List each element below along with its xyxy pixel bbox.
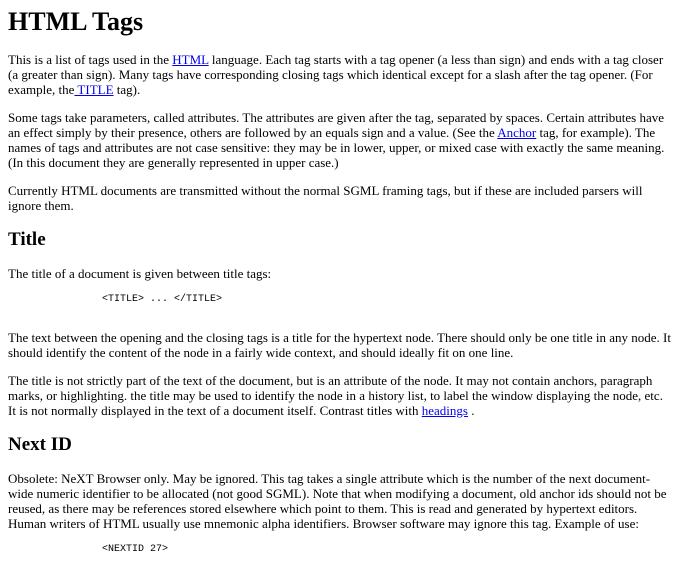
title-code-example: <TITLE> ... </TITLE> (102, 294, 223, 305)
title-section-heading: Title (8, 229, 46, 250)
document-body (0, 7, 680, 556)
title-paragraph-3 (8, 373, 672, 418)
page-title: HTML Tags (8, 7, 144, 36)
intro-p1-text: This is a list of tags used in the (8, 52, 173, 67)
intro-p2-text: Some tags take parameters, called attributes. The attributes are given after the tag, separated by spaces. Certain attributes have an effect simply by their presence, others are followed by an equals sign and a value. (See the (8, 110, 664, 140)
intro-paragraph-3: Currently HTML documents are transmitted without the normal SGML framing tags, but if these are included parsers will ignore them. (8, 183, 643, 213)
anchor-link[interactable]: Anchor (497, 125, 537, 140)
headings-link[interactable]: headings (421, 403, 468, 418)
intro-p2-text-2: tag, for example). The names of tags and attributes are not case sensitive: they may be in lower, upper, or mixed case with exactly the same meaning. (In this document they are generally represented in upper case.) (8, 125, 665, 170)
title-paragraph-1: The title of a document is given between title tags: (8, 266, 272, 281)
nextid-section-heading: Next ID (8, 434, 72, 455)
nextid-code-example: <NEXTID 27> (102, 544, 169, 555)
intro-p1-text-2: language. Each tag starts with a tag opener (a less than sign) and ends with a tag closer (a greater than sign). Many tags have corresponding closing tags which identical except for a slash after the tag opener. (For example, the (8, 52, 664, 97)
html-link[interactable]: HTML (172, 52, 209, 67)
title-paragraph-2: The text between the opening and the closing tags is a title for the hypertext node. There should only be one title in any node. It should identify the content of the node in a fairly wide context, and should ideally fit on one line. (8, 330, 671, 360)
intro-paragraph-1 (8, 52, 672, 97)
intro-p1-text-3: tag). (113, 82, 141, 97)
title-tag-link[interactable]: TITLE (74, 82, 114, 97)
nextid-paragraph-1: Obsolete: NeXT Browser only. May be ignored. This tag takes a single attribute which is the number of the next document-wide numeric identifier to be allocated (not good SGML). Note that when modifying a document, old anchor ids should not be reused, as there may be references stored elsewhere which point to them. This is read and generated by hypertext editors. Human writers of HTML usually use mnemonic alpha identifiers. Browser software may ignore this tag. Example of use: (8, 471, 667, 531)
title-p3-text-2: . (467, 403, 475, 418)
title-p3-text: The title is not strictly part of the text of the document, but is an attribute of the node. It may not contain anchors, paragraph marks, or highlighting. the title may be used to identify the node in a history list, to label the window displaying the node, etc. It is not normally displayed in the text of a document itself. Contrast titles with (8, 373, 663, 418)
intro-paragraph-2 (8, 110, 672, 170)
